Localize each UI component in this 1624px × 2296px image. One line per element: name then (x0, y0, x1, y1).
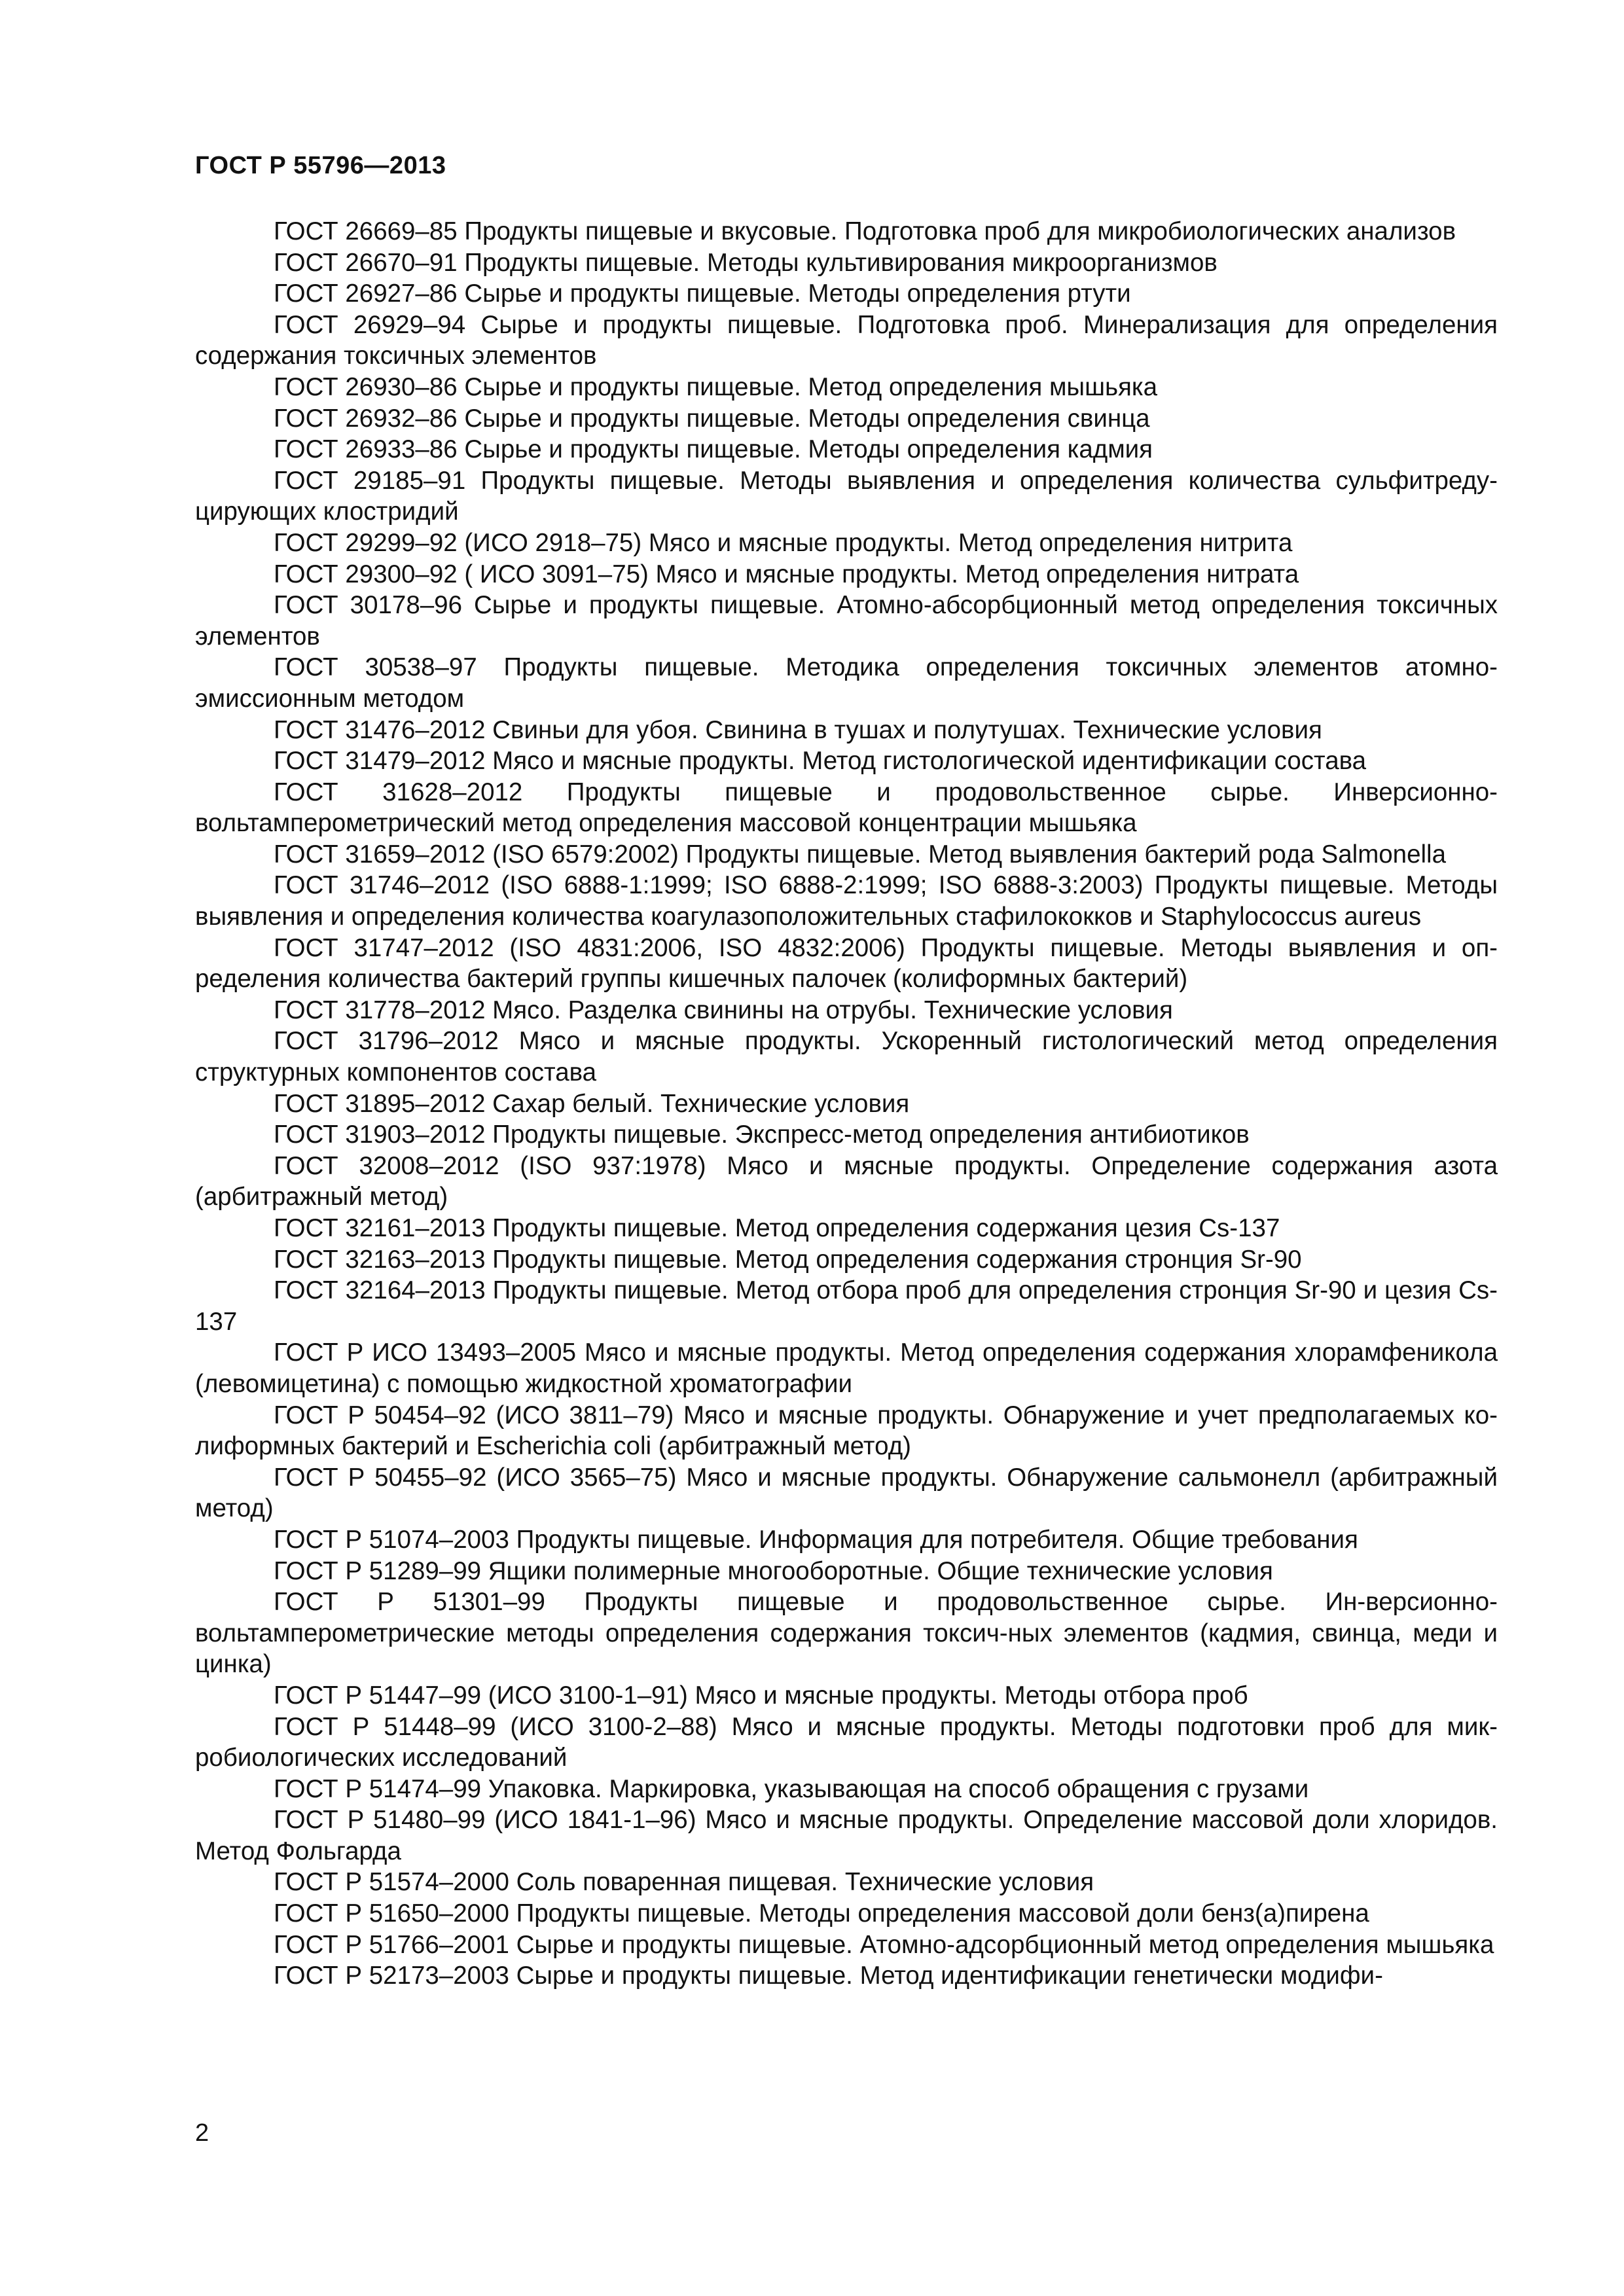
reference-item: ГОСТ Р 51480–99 (ИСО 1841-1–96) Мясо и мясные продукты. Определение массовой доли хлоридов. Метод Фольгарда (195, 1806, 1498, 1865)
reference-item: ГОСТ 32163–2013 Продукты пищевые. Метод определения содержания стронция Sr-90 (274, 1245, 1302, 1274)
reference-item: ГОСТ 31895–2012 Сахар белый. Технические условия (274, 1089, 910, 1118)
reference-item: ГОСТ Р 50454–92 (ИСО 3811–79) Мясо и мясные продукты. Обнаружение и учет предполагаемых колиформных бактерий и Escherichia coli (арбитражный метод) (195, 1401, 1498, 1461)
reference-item: ГОСТ 32164–2013 Продукты пищевые. Метод отбора проб для определения стронция Sr-90 и цезия Cs-137 (195, 1276, 1498, 1336)
normative-references-list (195, 216, 1498, 1992)
document-code-header: ГОСТ Р 55796—2013 (195, 152, 446, 179)
reference-item: ГОСТ 26670–91 Продукты пищевые. Методы культивирования микроорганизмов (274, 248, 1218, 277)
reference-item: ГОСТ 26927–86 Сырье и продукты пищевые. Методы определения ртути (274, 279, 1131, 308)
reference-item: ГОСТ 31903–2012 Продукты пищевые. Экспресс-метод определения антибиотиков (274, 1121, 1250, 1149)
reference-item: ГОСТ 31476–2012 Свиньи для убоя. Свинина в тушах и полутушах. Технические условия (274, 715, 1322, 744)
reference-item: ГОСТ Р ИСО 13493–2005 Мясо и мясные продукты. Метод определения содержания хлорамфеникола (левомицетина) с помощью жидкостной хроматографии (195, 1338, 1498, 1398)
reference-item: ГОСТ 31746–2012 (ISO 6888-1:1999; ISO 6888-2:1999; ISO 6888-3:2003) Продукты пищевые. Методы выявления и определения количества коагулазоположительных стафилококков и Staphylococcus aureus (195, 871, 1498, 931)
reference-item: ГОСТ 30538–97 Продукты пищевые. Методика определения токсичных элементов атомно-эмиссионным методом (195, 653, 1498, 713)
reference-item: ГОСТ 26933–86 Сырье и продукты пищевые. Методы определения кадмия (274, 435, 1153, 464)
reference-item: ГОСТ 31628–2012 Продукты пищевые и продовольственное сырье. Инверсионно-вольтамперометрический метод определения массовой концентрации мышьяка (195, 778, 1498, 838)
reference-item: ГОСТ 26930–86 Сырье и продукты пищевые. Метод определения мышьяка (274, 372, 1158, 401)
reference-item: ГОСТ Р 51448–99 (ИСО 3100-2–88) Мясо и мясные продукты. Методы подготовки проб для микробиологических исследований (195, 1712, 1498, 1772)
reference-item: ГОСТ 29185–91 Продукты пищевые. Методы выявления и определения количества сульфитредуцирующих клостридий (195, 466, 1498, 526)
reference-item: ГОСТ Р 51574–2000 Соль поваренная пищевая. Технические условия (274, 1868, 1094, 1897)
reference-item: ГОСТ 31747–2012 (ISO 4831:2006, ISO 4832:2006) Продукты пищевые. Методы выявления и определения количества бактерий группы кишечных палочек (колиформных бактерий) (195, 933, 1498, 994)
reference-item: ГОСТ Р 50455–92 (ИСО 3565–75) Мясо и мясные продукты. Обнаружение сальмонелл (арбитражный метод) (195, 1463, 1498, 1523)
reference-item: ГОСТ Р 52173–2003 Сырье и продукты пищевые. Метод идентификации генетически модифи- (274, 1962, 1383, 1990)
reference-item: ГОСТ Р 51766–2001 Сырье и продукты пищевые. Атомно-адсорбционный метод определения мышьяка (274, 1930, 1494, 1959)
reference-item: ГОСТ 31778–2012 Мясо. Разделка свинины на отрубы. Технические условия (274, 996, 1173, 1024)
reference-item: ГОСТ 31659–2012 (ISO 6579:2002) Продукты пищевые. Метод выявления бактерий рода Salmonella (274, 840, 1447, 869)
reference-item: ГОСТ 26932–86 Сырье и продукты пищевые. Методы определения свинца (274, 404, 1150, 433)
reference-item: ГОСТ Р 51474–99 Упаковка. Маркировка, указывающая на способ обращения с грузами (274, 1774, 1309, 1803)
reference-item: ГОСТ Р 51650–2000 Продукты пищевые. Методы определения массовой доли бенз(а)пирена (274, 1899, 1369, 1928)
reference-item: ГОСТ 31796–2012 Мясо и мясные продукты. Ускоренный гистологический метод определения структурных компонентов состава (195, 1027, 1498, 1087)
reference-item: ГОСТ 32161–2013 Продукты пищевые. Метод определения содержания цезия Cs-137 (274, 1214, 1280, 1242)
reference-item: ГОСТ 32008–2012 (ISO 937:1978) Мясо и мясные продукты. Определение содержания азота (арбитражный метод) (195, 1151, 1498, 1211)
reference-item: ГОСТ 29300–92 ( ИСО 3091–75) Мясо и мясные продукты. Метод определения нитрата (274, 560, 1299, 588)
reference-item: ГОСТ Р 51447–99 (ИСО 3100-1–91) Мясо и мясные продукты. Методы отбора проб (274, 1681, 1248, 1710)
reference-item: ГОСТ Р 51074–2003 Продукты пищевые. Информация для потребителя. Общие требования (274, 1525, 1358, 1554)
page-number: 2 (195, 2119, 209, 2147)
reference-item: ГОСТ 29299–92 (ИСО 2918–75) Мясо и мясные продукты. Метод определения нитрита (274, 528, 1293, 557)
reference-item: ГОСТ Р 51289–99 Ящики полимерные многооборотные. Общие технические условия (274, 1556, 1273, 1585)
reference-item: ГОСТ 31479–2012 Мясо и мясные продукты. Метод гистологической идентификации состава (274, 747, 1367, 776)
reference-item: ГОСТ Р 51301–99 Продукты пищевые и продовольственное сырье. Ин-версионно-вольтамперометрические методы определения содержания токсич-ных элементов (кадмия, свинца, меди и цинка) (195, 1588, 1498, 1679)
reference-item: ГОСТ 26929–94 Сырье и продукты пищевые. Подготовка проб. Минерализация для определения содержания токсичных элементов (195, 310, 1498, 370)
reference-item: ГОСТ 26669–85 Продукты пищевые и вкусовые. Подготовка проб для микробиологических анализов (274, 217, 1456, 245)
reference-item: ГОСТ 30178–96 Сырье и продукты пищевые. Атомно-абсорбционный метод определения токсичных элементов (195, 591, 1498, 651)
